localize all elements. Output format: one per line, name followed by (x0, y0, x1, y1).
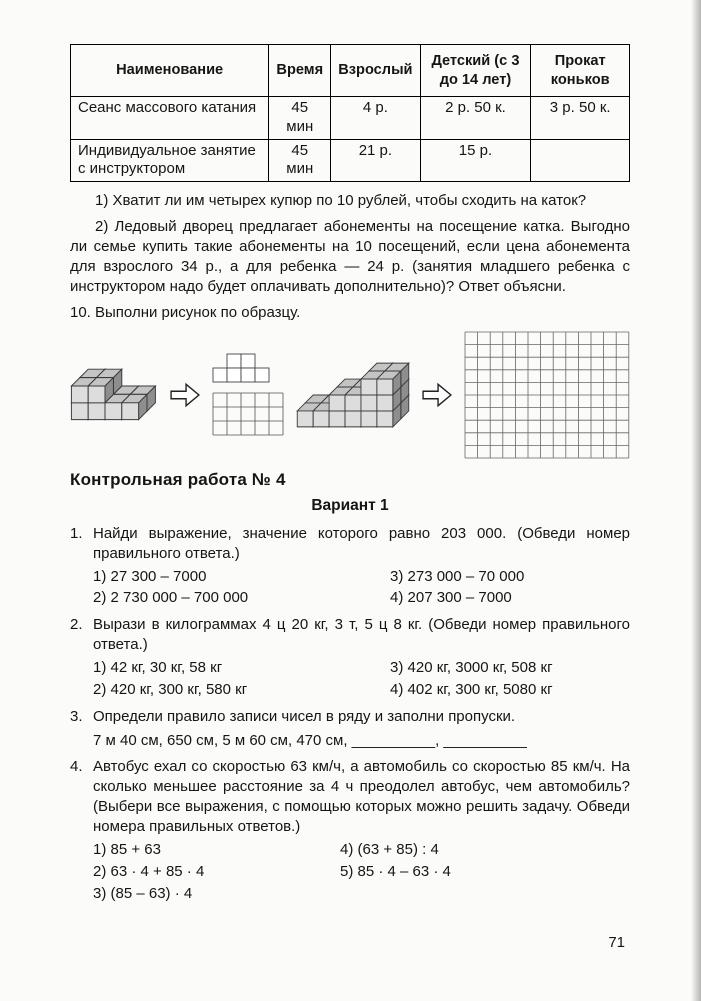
options-grid (93, 566, 630, 610)
problem-number: 4. (70, 758, 83, 776)
option: 1) 27 300 – 7000 (93, 567, 207, 585)
table-row (71, 139, 630, 182)
question-1: 1) Хватит ли им четырех купюр по 10 рублей, чтобы сходить на каток? (95, 192, 587, 209)
problem-text: Найди выражение, значение которого равно 203 000. (Обведи номер правильного ответа.) (93, 524, 630, 562)
sample-grid-extra (212, 392, 285, 437)
option: 2) 420 кг, 300 кг, 580 кг (93, 680, 248, 698)
option: 1) 85 + 63 (93, 841, 161, 859)
problem-body (93, 757, 630, 904)
problem-text: Автобус ехал со скоростью 63 км/ч, а автомобиль со скоростью 85 км/ч. На сколько меньшее расстояние за 4 ч преодолел автобус, чем автомобиль? (Выбери все выражения, с помощью которых можно решить задачу. Обведи номера правильных ответов.) (93, 758, 630, 836)
table-cell: 45 мин (269, 97, 331, 140)
table-header-cell: Взрослый (331, 45, 420, 97)
table-header-row (71, 45, 630, 97)
option: 3) (85 – 63) · 4 (93, 884, 193, 902)
page-number: 71 (608, 934, 625, 951)
table-cell: 3 р. 50 к. (531, 97, 630, 140)
problem-body (93, 524, 630, 609)
table-header-cell: Детский (с 3 до 14 лет) (420, 45, 531, 97)
options-grid (93, 657, 630, 701)
number-sequence-line: 7 м 40 см, 650 см, 5 м 60 см, 470 см, __________, __________ (93, 731, 527, 749)
table-cell (531, 139, 630, 182)
option: 5) 85 · 4 – 63 · 4 (340, 862, 451, 880)
option: 3) 273 000 – 70 000 (390, 567, 525, 585)
cube-stack-task (296, 362, 410, 428)
options-grid (93, 839, 630, 904)
problem-1 (70, 524, 630, 609)
table-cell: 45 мин (269, 139, 331, 182)
section-title: Контрольная работа № 4 (70, 469, 286, 489)
table-cell: Индивидуальное занятие с инструктором (71, 139, 269, 182)
variant-label: Вариант 1 (311, 497, 389, 515)
table-header-cell: Время (269, 45, 331, 97)
option: 1) 42 кг, 30 кг, 58 кг (93, 659, 223, 677)
option: 4) 207 300 – 7000 (390, 589, 512, 607)
option: 2) 63 · 4 + 85 · 4 (93, 862, 205, 880)
problem-4 (70, 757, 630, 904)
problem-number: 3. (70, 707, 83, 725)
cube-stack-sample (70, 368, 158, 422)
option: 2) 2 730 000 – 700 000 (93, 589, 249, 607)
problem-body (93, 707, 630, 752)
table-cell: 2 р. 50 к. (420, 97, 531, 140)
problem-body (93, 615, 630, 700)
table-row (71, 97, 630, 140)
price-table (70, 44, 630, 182)
task-10: 10. Выполни рисунок по образцу. (70, 303, 301, 321)
sample-shape-on-grid (212, 353, 272, 384)
table-cell: 15 р. (420, 139, 531, 182)
problem-number: 2. (70, 616, 83, 634)
arrow-right-icon (422, 382, 452, 408)
problem-text: Определи правило записи чисел в ряду и заполни пропуски. (93, 707, 516, 725)
problem-text: Вырази в килограммах 4 ц 20 кг, 3 т, 5 ц 8 кг. (Обведи номер правильного ответа.) (93, 616, 630, 654)
option: 4) (63 + 85) : 4 (340, 841, 439, 859)
figure-row (70, 331, 630, 459)
problem-3 (70, 707, 630, 752)
option: 3) 420 кг, 3000 кг, 508 кг (390, 659, 553, 677)
table-cell: Сеанс массового катания (71, 97, 269, 140)
table-header-cell: Прокат коньков (531, 45, 630, 97)
blank-grid-paper (464, 331, 630, 459)
option: 4) 402 кг, 300 кг, 5080 кг (390, 680, 553, 698)
table-header-cell: Наименование (71, 45, 269, 97)
arrow-right-icon (170, 382, 200, 408)
question-2: 2) Ледовый дворец предлагает абонементы на посещение катка. Выгодно ли семье купить такие абонементы на 10 посещений, если цена абонемента для взрослого 34 р., а для ребенка — 24 р. (занятия младшего ребенка с инструктором надо будет оплачивать дополнительно)? Ответ объясни. (70, 217, 630, 295)
problem-number: 1. (70, 524, 83, 542)
table-cell: 21 р. (331, 139, 420, 182)
table-cell: 4 р. (331, 97, 420, 140)
sample-grid-drawing (212, 353, 285, 437)
problem-2 (70, 615, 630, 700)
